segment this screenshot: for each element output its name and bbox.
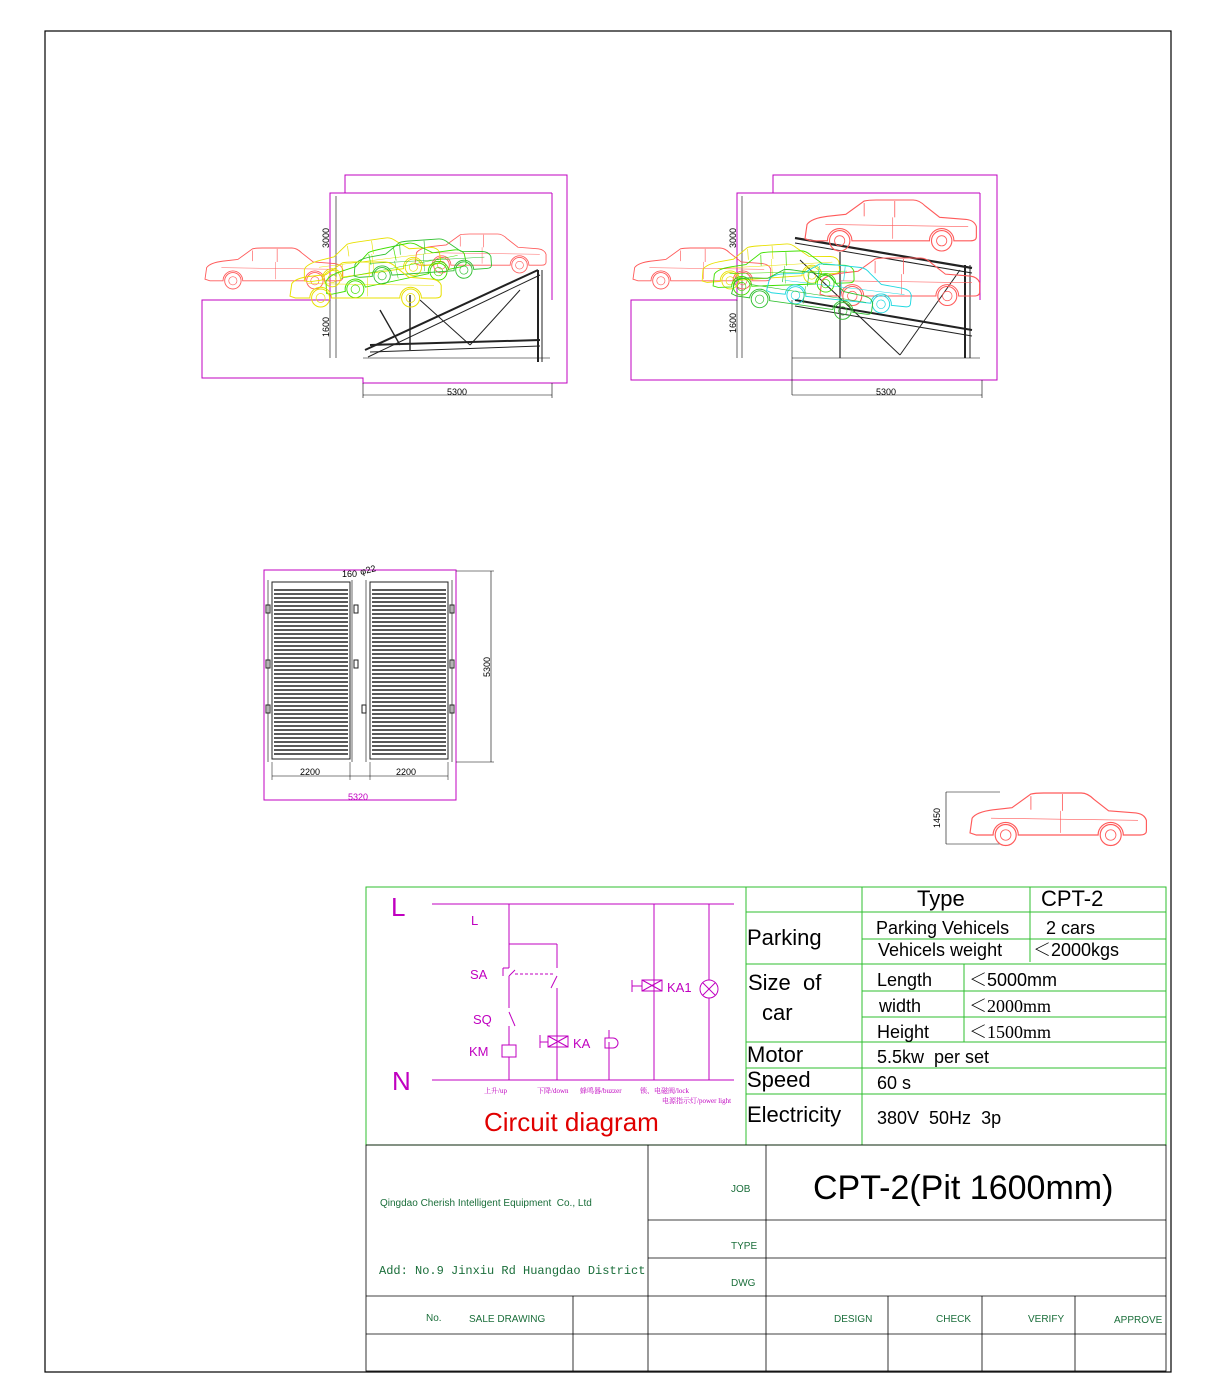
verify-label: VERIFY <box>1028 1314 1065 1325</box>
car-height-view <box>946 792 1146 846</box>
plan-dim-2200-b: 2200 <box>396 767 417 777</box>
no-label: No. <box>426 1313 442 1324</box>
plan-view <box>264 570 494 800</box>
spec-length-value: ＜5000mm <box>969 970 1058 990</box>
spec-electricity-value: 380V 50Hz 3p <box>877 1108 1002 1128</box>
sale-drawing-label: SALE DRAWING <box>469 1314 546 1325</box>
company-name: Qingdao Cherish Intelligent Equipment Co., Ltd <box>380 1198 592 1209</box>
circuit-KA: KA <box>573 1036 591 1051</box>
spec-size-label-2: car <box>762 1000 793 1025</box>
spec-speed-value: 60 s <box>877 1073 912 1093</box>
right-dim-1600: 1600 <box>728 312 738 333</box>
left-dim-3000: 3000 <box>321 227 331 248</box>
spec-speed-label: Speed <box>747 1067 811 1092</box>
spec-vehicles-weight-value: ＜2000kgs <box>1033 940 1120 960</box>
spec-motor-value: 5.5kw per set <box>877 1047 990 1067</box>
check-label: CHECK <box>936 1314 972 1325</box>
approve-label: APPROVE <box>1114 1315 1163 1326</box>
circuit-KA1: KA1 <box>667 980 692 995</box>
circuit-note-down: 下降/down <box>537 1087 569 1095</box>
spec-height-value: ＜1500mm <box>969 1022 1052 1042</box>
spec-height-label: Height <box>877 1022 930 1042</box>
type-label: TYPE <box>731 1241 758 1252</box>
spec-width-value: ＜2000mm <box>969 996 1052 1016</box>
dwg-label: DWG <box>731 1278 756 1289</box>
company-address: Add: No.9 Jinxiu Rd Huangdao District <box>379 1264 646 1278</box>
spec-type-value: CPT-2 <box>1041 886 1104 911</box>
plan-dim-5300: 5300 <box>482 656 492 677</box>
plan-dim-160: 160 <box>342 569 358 579</box>
spec-type-label: Type <box>917 886 965 911</box>
circuit-SA: SA <box>470 967 488 982</box>
spec-length-label: Length <box>877 970 933 990</box>
circuit-L-small: L <box>471 913 479 928</box>
circuit-note-up: 上升/up <box>484 1087 507 1095</box>
right-dim-5300: 5300 <box>876 387 897 397</box>
spec-vehicles-weight-label: Vehicels weight <box>878 940 1003 960</box>
spec-parking-vehicles-label: Parking Vehicels <box>876 918 1010 938</box>
job-label: JOB <box>731 1184 751 1195</box>
circuit-L-big: L <box>391 892 406 922</box>
circuit-SQ: SQ <box>473 1012 492 1027</box>
right-dim-3000: 3000 <box>728 227 738 248</box>
spec-size-label-1: Size of <box>748 970 822 995</box>
left-dim-1600: 1600 <box>321 316 331 337</box>
circuit-N-big: N <box>392 1066 411 1096</box>
spec-parking-vehicles-value: 2 cars <box>1046 918 1096 938</box>
circuit-note-buzzer: 蜂鸣器/buzzer <box>580 1087 622 1095</box>
design-label: DESIGN <box>834 1314 873 1325</box>
spec-motor-label: Motor <box>747 1042 804 1067</box>
drawing-title: CPT-2(Pit 1600mm) <box>813 1169 1114 1207</box>
spec-electricity-label: Electricity <box>747 1102 842 1127</box>
plan-dim-5320: 5320 <box>348 792 369 802</box>
spec-width-label: width <box>879 996 922 1016</box>
plan-dim-phi22: φ22 <box>358 563 377 577</box>
side-view-right <box>631 175 997 398</box>
spec-parking-label: Parking <box>747 925 822 950</box>
plan-dim-2200-a: 2200 <box>300 767 321 777</box>
circuit-KM: KM <box>469 1044 489 1059</box>
circuit-note-lock: 锁、电磁阀/lock <box>640 1087 689 1095</box>
circuit-title: Circuit diagram <box>484 1107 659 1137</box>
side-view-left <box>202 175 567 398</box>
circuit-note-light: 电源指示灯/power light <box>662 1097 732 1105</box>
car-dim-1450: 1450 <box>932 807 942 828</box>
left-dim-5300: 5300 <box>447 387 468 397</box>
